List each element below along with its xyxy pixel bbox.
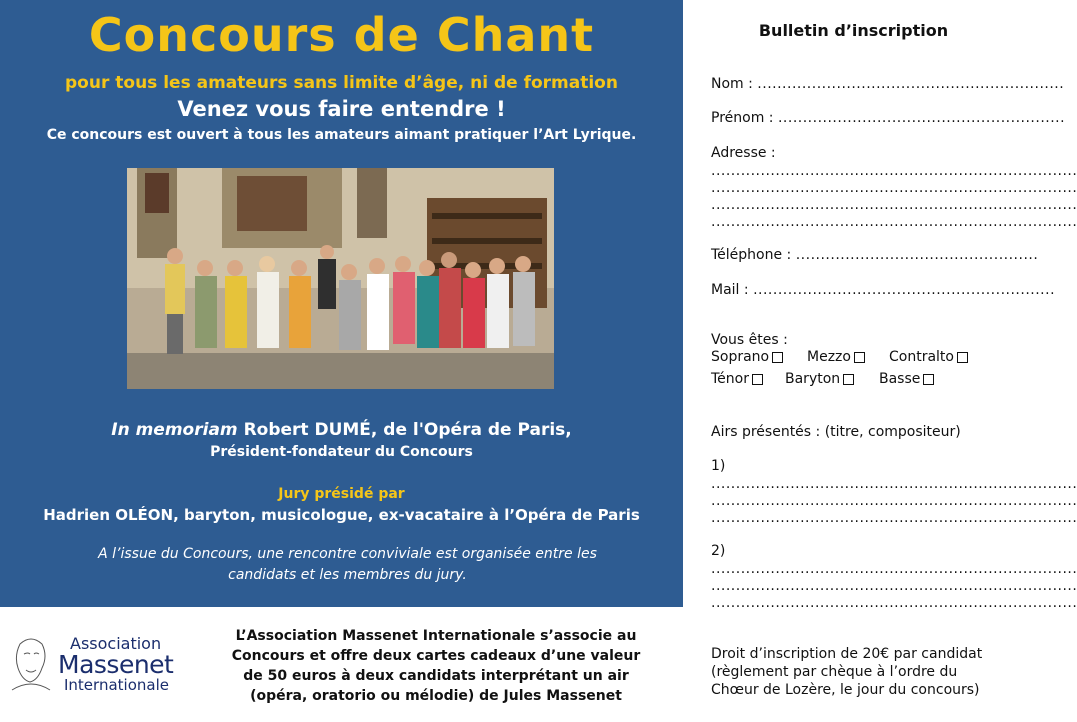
group-photo [127,168,554,389]
memoriam-italic: In memoriam [111,420,238,440]
closing-line-2: candidats et les membres du jury. [228,567,467,583]
nom-label: Nom : [711,76,753,92]
voice-soprano-label: Soprano [711,349,770,365]
voice-basse[interactable] [879,371,934,387]
prenom-label: Prénom : [711,110,774,126]
sponsor-line: Concours et offre deux cartes cadeaux d’une valeur [231,648,641,664]
sponsor-text [210,626,662,706]
contralto-checkbox[interactable] [957,352,968,363]
adresse-line-4[interactable]: .......................................................................... [711,214,1077,230]
adresse-label: Adresse : [711,145,776,161]
airs-label: Airs présentés : (titre, compositeur) [711,424,961,440]
prenom-field[interactable]: Prénom : .......................................................... [711,110,1066,126]
massenet-portrait-icon [6,634,56,696]
air-1-line-1[interactable]: .......................................................................... [711,476,1077,492]
sponsor-line: de 50 euros à deux candidats interprétant un air [243,668,629,684]
founder-line: Président-fondateur du Concours [210,444,473,460]
voice-contralto[interactable] [889,349,968,365]
vous-etes-label: Vous êtes : [711,332,788,348]
voice-basse-label: Basse [879,371,921,387]
jury-name: Hadrien OLÉON, baryton, musicologue, ex-vacataire à l’Opéra de Paris [43,506,640,524]
massenet-logo [6,630,206,700]
adresse-line-3[interactable]: .......................................................................... [711,197,1077,213]
sponsor-line: L’Association Massenet Internationale s’associe au [235,628,637,644]
voice-contralto-label: Contralto [889,349,954,365]
voice-baryton[interactable] [785,371,854,387]
nom-field[interactable]: Nom : .............................................................. [711,76,1065,92]
air-2-line-2[interactable]: .......................................................................... [711,578,1077,594]
voice-soprano[interactable] [711,349,783,365]
baryton-checkbox[interactable] [843,374,854,385]
air-2-line-1[interactable]: .......................................................................... [711,561,1077,577]
mail-field[interactable]: Mail : ............................................................. [711,282,1056,298]
sponsor-line: (opéra, oratorio ou mélodie) de Jules Massenet [250,688,622,704]
registration-form [683,0,1077,722]
poster-title: Concours de Chant [88,8,595,62]
poster-subtitle: pour tous les amateurs sans limite d’âge, ni de formation [65,73,618,93]
voice-tenor[interactable] [711,371,763,387]
logo-association: Association [70,634,162,653]
air-1-line-3[interactable]: .......................................................................... [711,510,1077,526]
memoriam-rest: Robert DUMÉ, de l'Opéra de Paris, [243,420,572,440]
closing-text [60,544,635,586]
jury-label: Jury présidé par [278,486,405,502]
fee-line: Chœur de Lozère, le jour du concours) [711,682,980,698]
air-2-line-3[interactable]: .......................................................................... [711,595,1077,611]
fee-text [711,645,1011,699]
voice-tenor-label: Ténor [711,371,749,387]
tenor-checkbox[interactable] [752,374,763,385]
mezzo-checkbox[interactable] [854,352,865,363]
closing-line-1: A l’issue du Concours, une rencontre conviviale est organisée entre les [98,546,597,562]
fee-line: (règlement par chèque à l’ordre du [711,664,958,680]
telephone-field[interactable]: Téléphone : ................................................. [711,247,1039,263]
adresse-label-row [711,145,997,161]
adresse-line-1[interactable]: .......................................................................... [711,163,1077,179]
poster-intro: Ce concours est ouvert à tous les amateurs aimant pratiquer l’Art Lyrique. [46,127,637,143]
form-title: Bulletin d’inscription [758,21,949,40]
soprano-checkbox[interactable] [772,352,783,363]
telephone-label: Téléphone : [711,247,792,263]
voice-baryton-label: Baryton [785,371,841,387]
voice-mezzo-label: Mezzo [807,349,851,365]
adresse-line-2[interactable]: .......................................................................... [711,180,1077,196]
memoriam-line [0,420,683,440]
basse-checkbox[interactable] [923,374,934,385]
air-1-line-2[interactable]: .......................................................................... [711,493,1077,509]
logo-massenet: Massenet [58,650,174,679]
logo-internationale: Internationale [64,676,169,694]
voice-mezzo[interactable] [807,349,865,365]
air-2-label: 2) [711,543,726,559]
fee-line: Droit d’inscription de 20€ par candidat [711,646,983,662]
mail-label: Mail : [711,282,749,298]
air-1-label: 1) [711,458,726,474]
poster-tagline: Venez vous faire entendre ! [177,97,506,121]
